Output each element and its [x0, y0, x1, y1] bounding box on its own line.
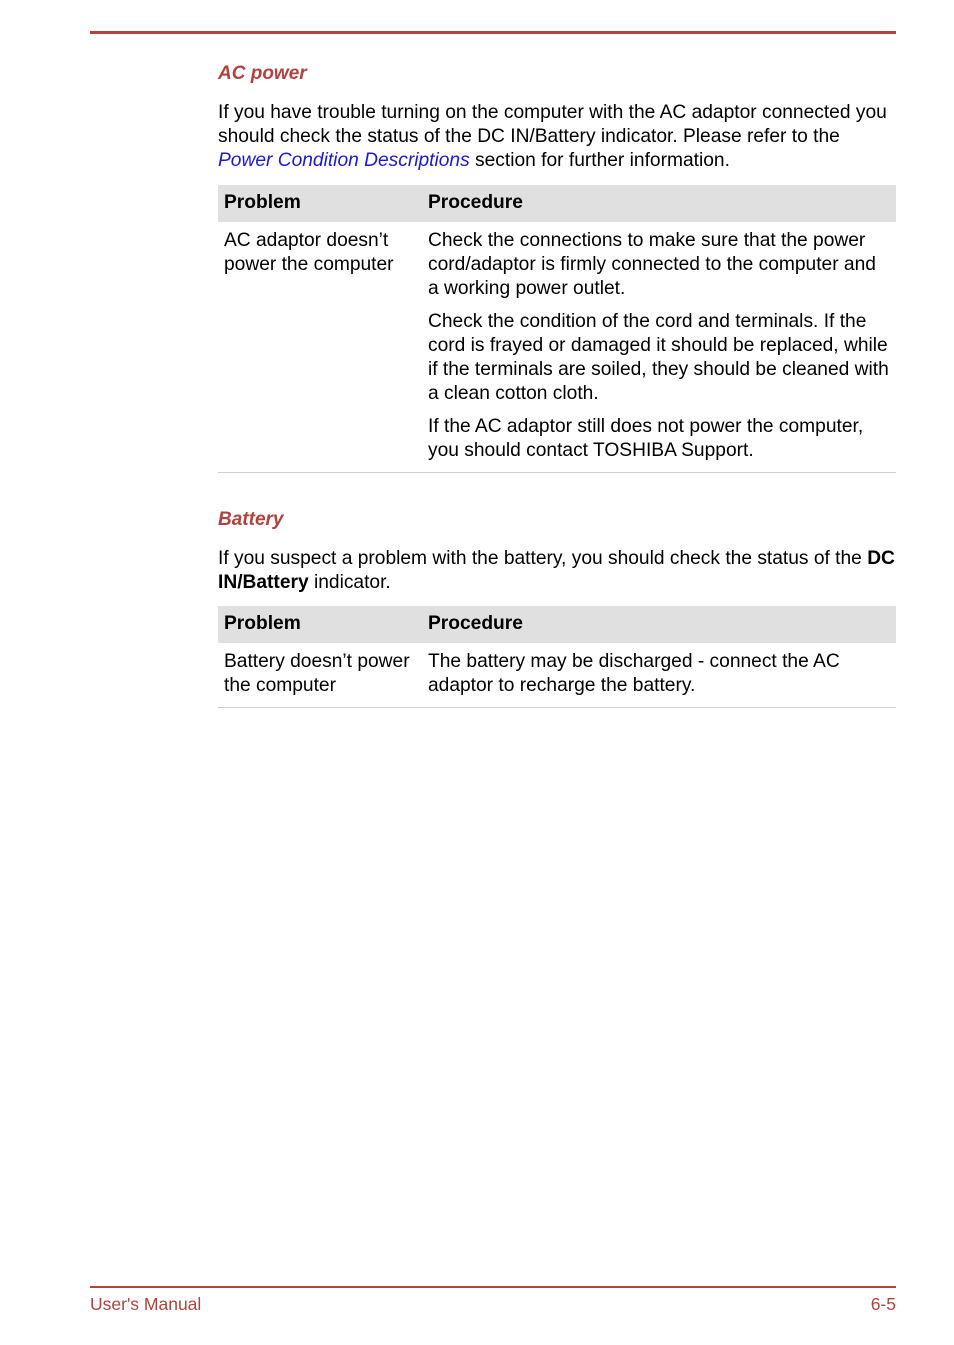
header-procedure: Procedure	[422, 185, 896, 222]
header-problem: Problem	[218, 185, 422, 222]
footer-page-number: 6-5	[870, 1294, 896, 1314]
footer-rule	[90, 1286, 896, 1288]
ac-power-heading: AC power	[218, 63, 307, 84]
table-row	[218, 222, 896, 473]
ac-power-intro-text-end: section for further information.	[469, 150, 730, 171]
table-header-row	[218, 606, 896, 643]
battery-intro-text-end: indicator.	[308, 572, 391, 593]
ac-power-table	[218, 185, 896, 473]
battery-table	[218, 606, 896, 708]
procedure-cell	[422, 222, 896, 473]
procedure-paragraph: The battery may be discharged - connect the AC adaptor to recharge the battery.	[428, 651, 840, 696]
battery-intro	[218, 547, 896, 595]
power-condition-link[interactable]: Power Condition Descriptions	[218, 150, 470, 171]
battery-intro-text: If you suspect a problem with the battery, you should check the status of the	[218, 548, 868, 569]
procedure-paragraph: If the AC adaptor still does not power the computer, you should contact TOSHIBA Support.	[428, 416, 864, 461]
dc-in-battery-term: DC IN/Battery	[218, 548, 895, 593]
ac-power-intro-text: If you have trouble turning on the computer with the AC adaptor connected you should check the status of the DC IN/Battery indicator. Please refer to the	[218, 102, 887, 147]
procedure-cell	[422, 643, 896, 708]
header-rule	[90, 31, 896, 34]
problem-cell: AC adaptor doesn’t power the computer	[218, 222, 422, 473]
header-procedure: Procedure	[422, 606, 896, 643]
battery-heading: Battery	[218, 509, 284, 530]
table-row	[218, 643, 896, 708]
problem-cell: Battery doesn’t power the computer	[218, 643, 422, 708]
table-header-row	[218, 185, 896, 222]
procedure-paragraph: Check the connections to make sure that the power cord/adaptor is firmly connected to the computer and a working power outlet.	[428, 230, 876, 299]
ac-power-intro	[218, 101, 896, 173]
footer-manual-title: User's Manual	[90, 1294, 202, 1314]
header-problem: Problem	[218, 606, 422, 643]
procedure-paragraph: Check the condition of the cord and terminals. If the cord is frayed or damaged it should be replaced, while if the terminals are soiled, they should be cleaned with a clean cotton cloth.	[428, 311, 889, 404]
